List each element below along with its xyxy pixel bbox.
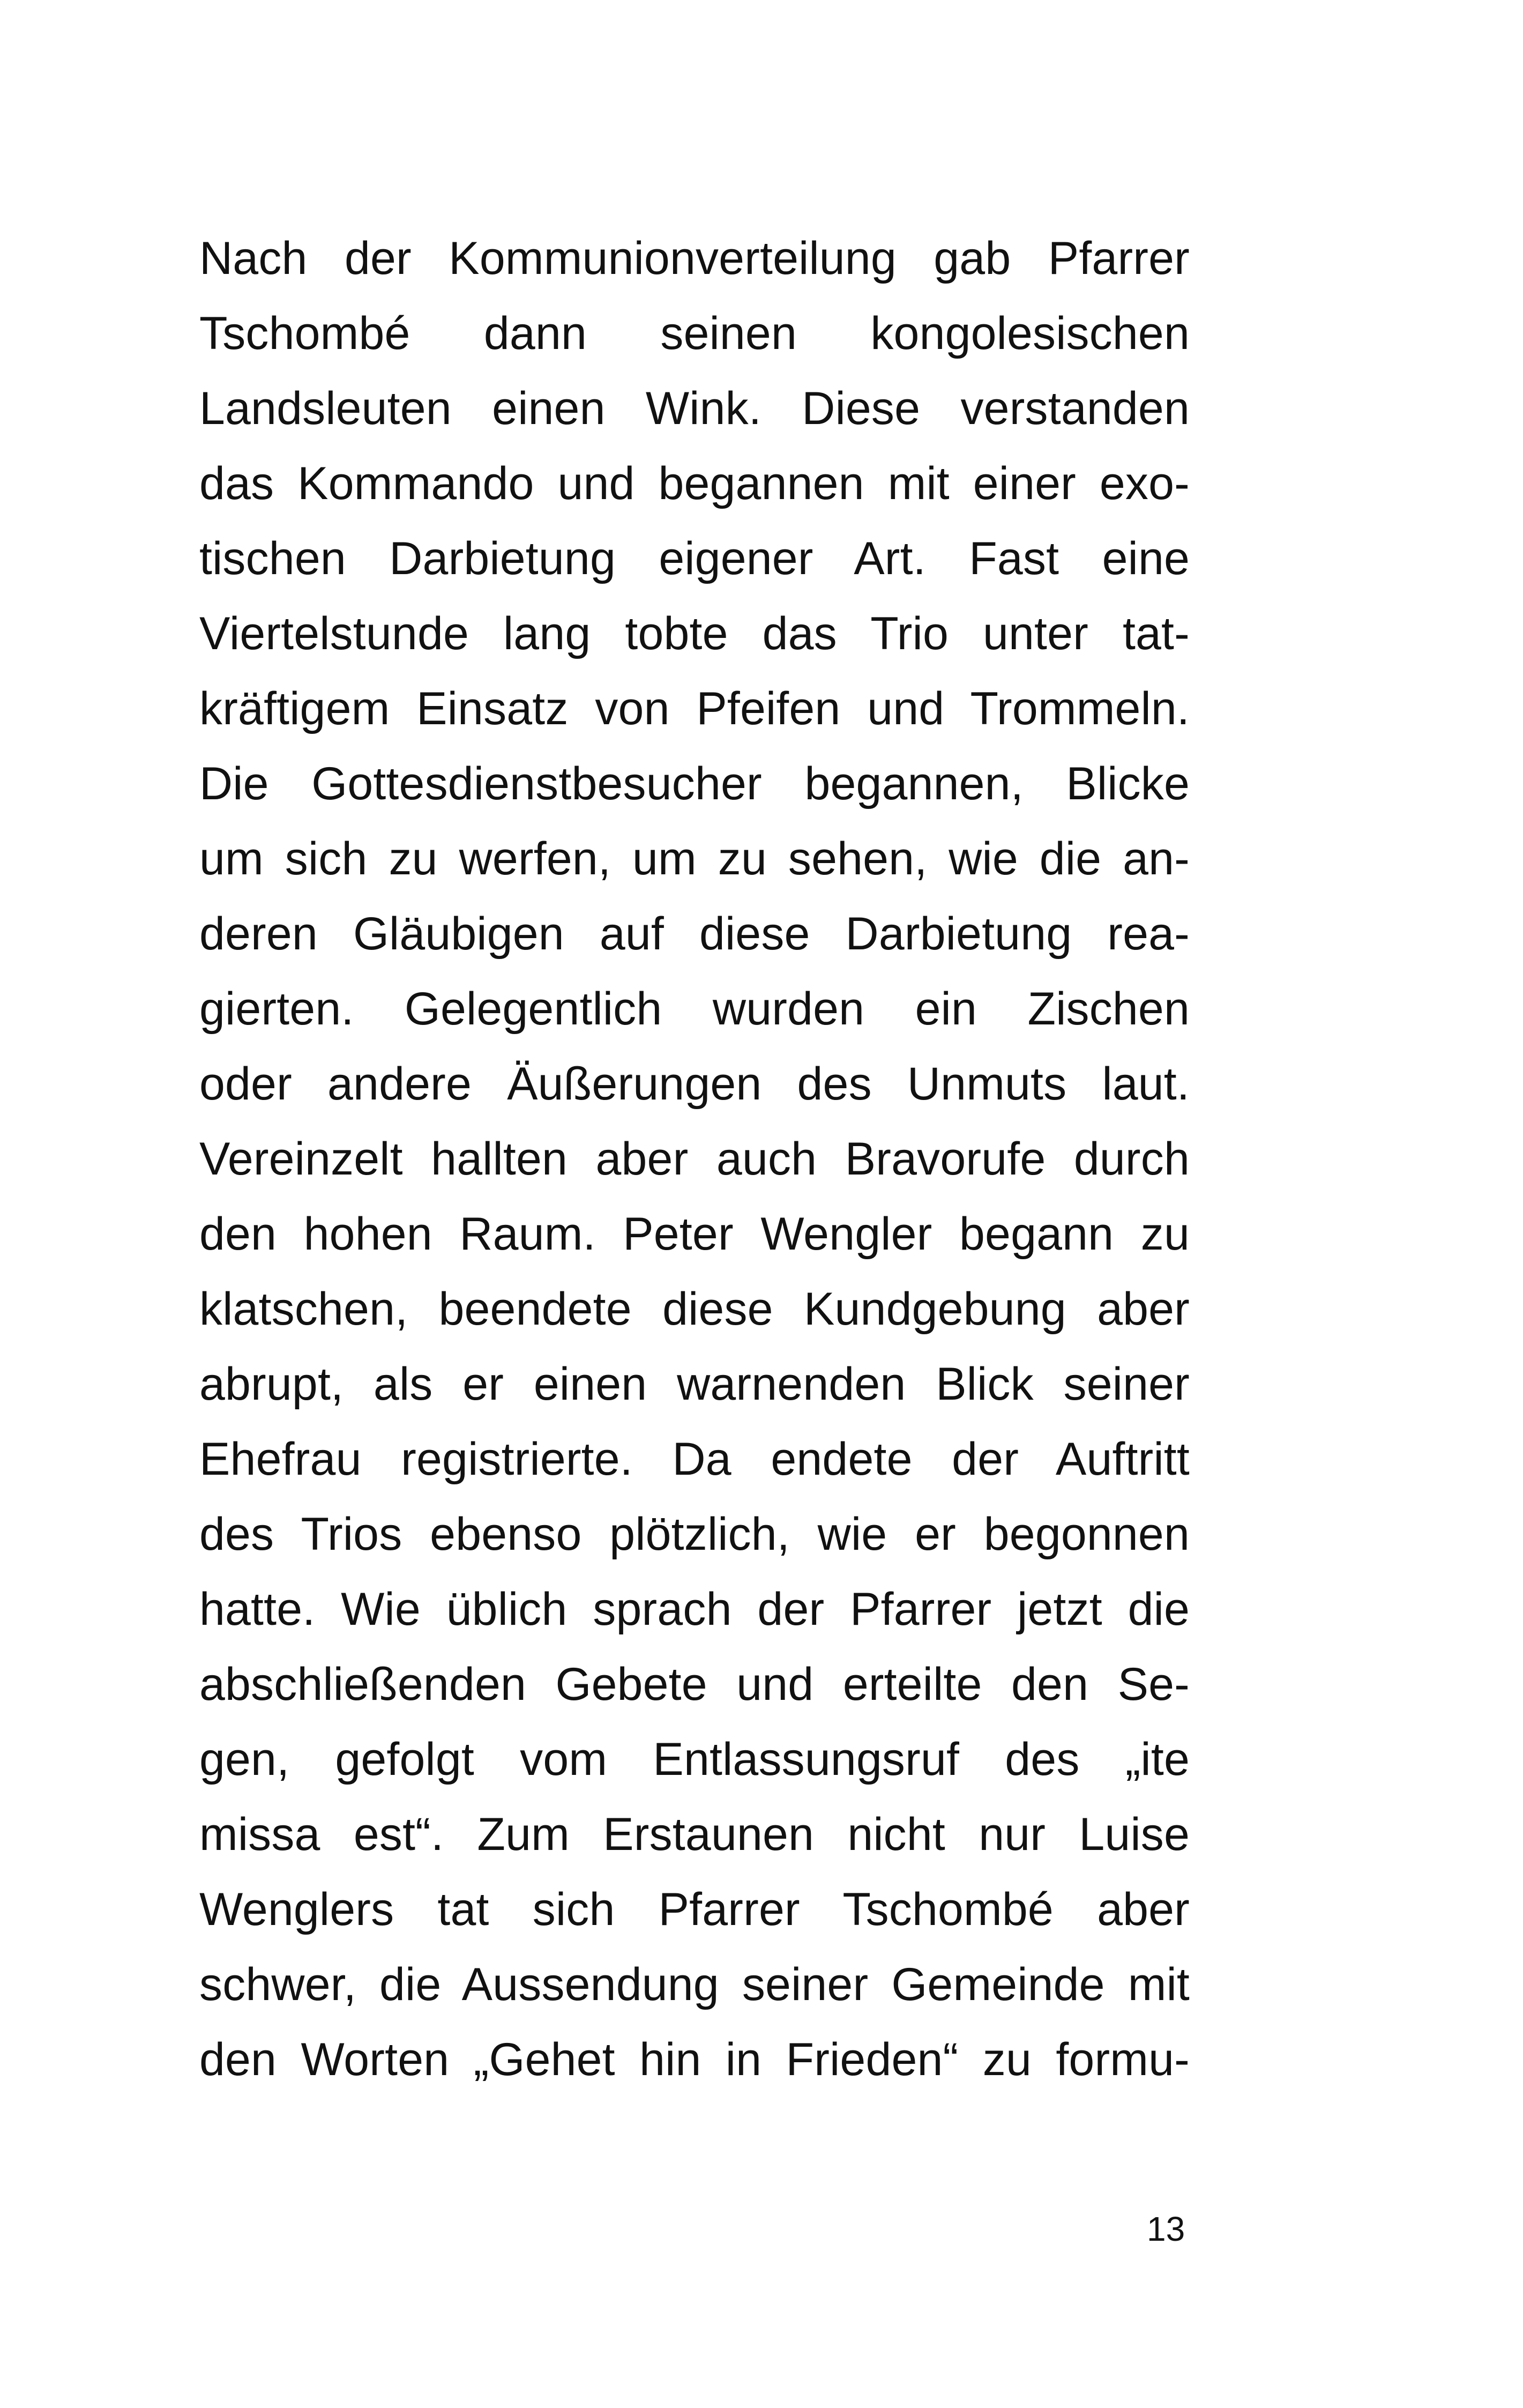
text-line: deren Gläubigen auf diese Darbietung rea-: [199, 908, 1190, 960]
text-line: Viertelstunde lang tobte das Trio unter tat-: [199, 608, 1190, 659]
text-line: gen, gefolgt vom Entlassungsruf des „ite: [199, 1734, 1190, 1785]
text-line: Vereinzelt hallten aber auch Bravorufe durch: [199, 1133, 1190, 1185]
text-line: den Worten „Gehet hin in Frieden“ zu formu-: [199, 2034, 1190, 2085]
text-line: Landsleuten einen Wink. Diese verstanden: [199, 383, 1190, 434]
text-line: abrupt, als er einen warnenden Blick seiner: [199, 1358, 1190, 1410]
text-line: um sich zu werfen, um zu sehen, wie die an-: [199, 833, 1190, 885]
page-number: 13: [1147, 2210, 1185, 2248]
text-line: tischen Darbietung eigener Art. Fast eine: [199, 533, 1190, 584]
text-line: Die Gottesdienstbesucher begannen, Blicke: [199, 758, 1190, 809]
text-line: den hohen Raum. Peter Wengler begann zu: [199, 1208, 1190, 1260]
text-line: des Trios ebenso plötzlich, wie er begonnen: [199, 1508, 1190, 1560]
text-line: hatte. Wie üblich sprach der Pfarrer jetzt die: [199, 1584, 1190, 1635]
text-line: Ehefrau registrierte. Da endete der Auftritt: [199, 1433, 1190, 1485]
text-line: klatschen, beendete diese Kundgebung aber: [199, 1283, 1190, 1335]
text-line: Tschombé dann seinen kongolesischen: [199, 308, 1190, 359]
text-line: kräftigem Einsatz von Pfeifen und Trommeln.: [199, 683, 1190, 734]
text-line: schwer, die Aussendung seiner Gemeinde mit: [199, 1959, 1190, 2010]
text-line: Wenglers tat sich Pfarrer Tschombé aber: [199, 1884, 1190, 1935]
text-line: gierten. Gelegentlich wurden ein Zischen: [199, 983, 1190, 1035]
text-line: missa est“. Zum Erstaunen nicht nur Luise: [199, 1809, 1190, 1860]
body-paragraph: [199, 221, 1190, 2097]
text-line: abschließenden Gebete und erteilte den Se-: [199, 1659, 1190, 1710]
text-line: oder andere Äußerungen des Unmuts laut.: [199, 1058, 1190, 1110]
text-line: Nach der Kommunionverteilung gab Pfarrer: [199, 233, 1190, 284]
text-line: das Kommando und begannen mit einer exo-: [199, 458, 1190, 509]
